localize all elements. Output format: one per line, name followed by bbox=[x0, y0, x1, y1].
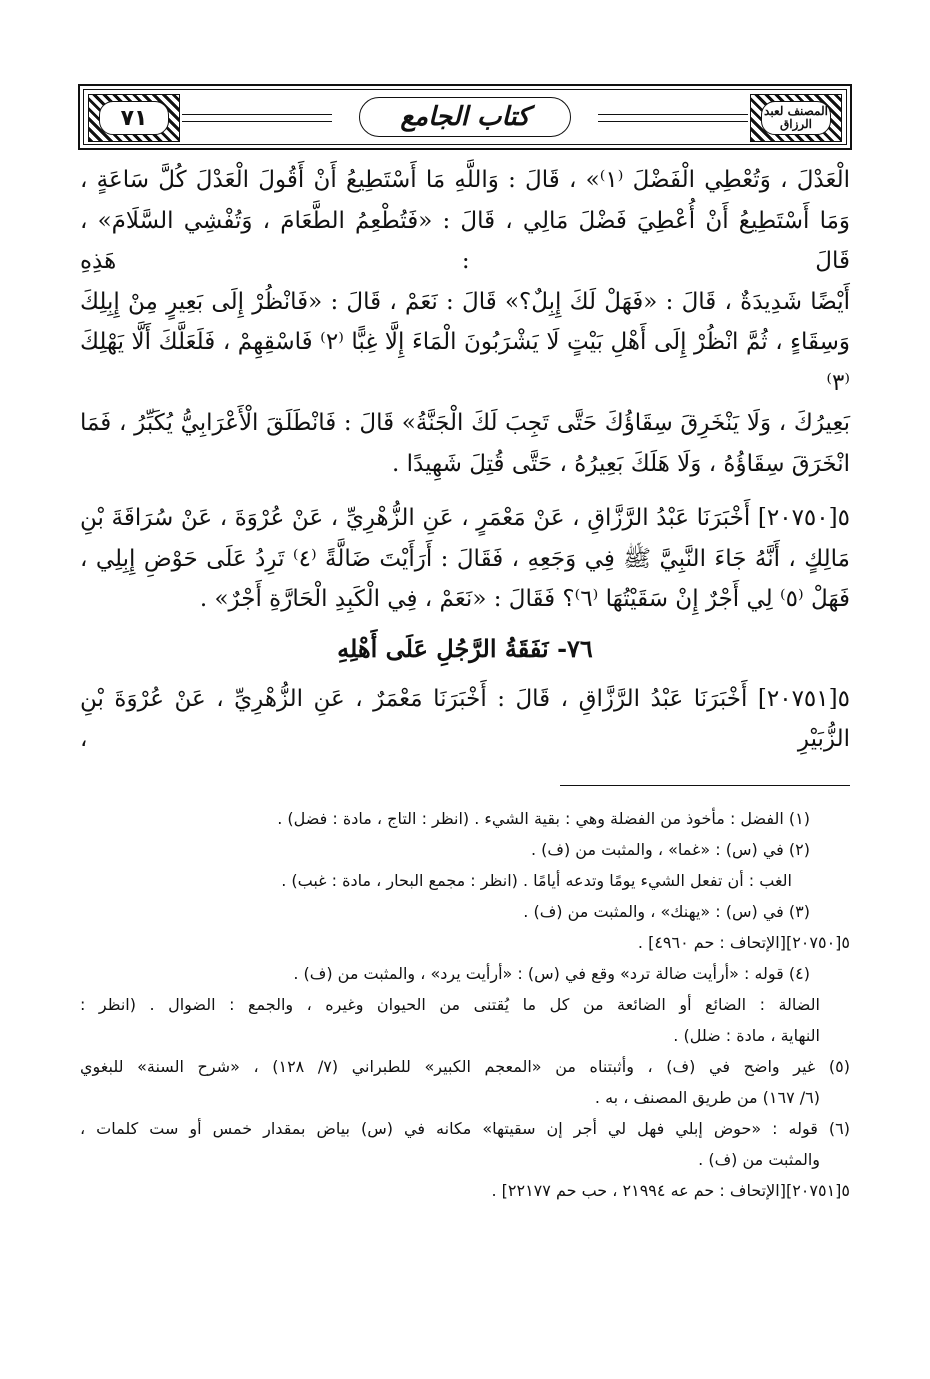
book-title: كتاب الجامع bbox=[359, 97, 570, 137]
main-text bbox=[80, 160, 850, 760]
footnote-2-gloss: الغب : أن تفعل الشيء يومًا وتدعه أيامًا . (انظر : مجمع البحار ، مادة : غبب) . bbox=[281, 871, 792, 890]
ithaf-20751: ٥[٢٠٧٥١][الإتحاف : حم عه ٢١٩٩٤ ، حب حم ٢٢١٧٧] . bbox=[491, 1181, 850, 1200]
text-line: بَعِيرُكَ ، وَلَا يَنْخَرِقَ سِقَاؤُكَ حَتَّى تَجِبَ لَكَ الْجَنَّةُ» قَالَ : فَانْطَلَقَ الْأَعْرَابِيُّ يُكَبِّرُ ، فَمَا bbox=[80, 410, 850, 436]
text-line: الْعَدْلَ ، وَتُعْطِي الْفَضْلَ ⁽١⁾» ، قَالَ : وَاللَّهِ مَا أَسْتَطِيعُ أَنْ أَقُولَ الْعَدْلَ كُلَّ سَاعَةٍ ، bbox=[80, 167, 850, 193]
footnote-4: (٤) قوله : «أرأيت ضالة ترد» وقع في (س) : «أرأيت يرد» ، والمثبت من (ف) . bbox=[293, 964, 810, 983]
page-number: ٧١ bbox=[120, 105, 148, 131]
footnote-6-line1: (٦) قوله : «حوض إبلي فهل لي أجر إن سقيتها» مكانه في (س) بياض بمقدار خمس أو ست كلمات ، bbox=[80, 1119, 850, 1138]
text-line: أَيْضًا شَدِيدَةٌ ، قَالَ : «فَهَلْ لَكَ إِبِلٌ؟» قَالَ : نَعَمْ ، قَالَ : «فَانْظُرْ إِلَى بَعِيرٍ مِنْ إِبِلِكَ bbox=[80, 288, 850, 315]
text-line: وَسِقَاءٍ ، ثُمَّ انْظُرْ إِلَى أَهْلِ بَيْتٍ لَا يَشْرَبُونَ الْمَاءَ إِلَّا غِبًّا ⁽٢⁾ فَاسْقِهِمْ ، فَلَعَلَّكَ أَلَّا يَهْلِكَ ⁽٣⁾ bbox=[80, 329, 850, 396]
hadith-20750-line: مَالِكٍ ، أَنَّهُ جَاءَ النَّبِيَّ ﷺ فِي وَجَعِهِ ، فَقَالَ : أَرَأَيْتَ ضَالَّةً ⁽٤⁾ تَرِدُ عَلَى حَوْضِ إِبِلِي ، bbox=[80, 545, 851, 572]
footnote-4-gloss-line1: الضالة : الضائع أو الضائعة من كل ما يُقتنى من الحيوان وغيره ، والجمع : الضوال . (انظر : bbox=[80, 995, 820, 1014]
footnote-1: (١) الفضل : مأخوذ من الفضلة وهي : بقية الشيء . (انظر : التاج ، مادة : فضل) . bbox=[277, 809, 810, 828]
hadith-20750-line: فَهَلْ ⁽٥⁾ لِي أَجْرٌ إِنْ سَقَيْتُهَا ⁽٦⁾؟ فَقَالَ : «نَعَمْ ، فِي الْكَبِدِ الْحَارَّةِ أَجْرٌ» . bbox=[199, 586, 850, 612]
footnote-6-line2: والمثبت من (ف) . bbox=[698, 1150, 820, 1169]
footnotes bbox=[80, 803, 850, 1206]
footnote-5-line2: (٦/ ١٦٧) من طريق المصنف ، به . bbox=[594, 1088, 820, 1107]
chapter-heading: ٧٦- نَفَقَةُ الرَّجُلِ عَلَى أَهْلِهِ bbox=[337, 633, 593, 663]
ithaf-20750: ٥[٢٠٧٥٠][الإتحاف : حم ٤٩٦٠] . bbox=[637, 933, 850, 952]
footnote-2: (٢) في (س) : «غما» ، والمثبت من (ف) . bbox=[530, 840, 810, 859]
header-rule-right bbox=[598, 114, 748, 122]
hadith-20751-line: ٥[٢٠٧٥١] أَخْبَرَنَا عَبْدُ الرَّزَّاقِ ، قَالَ : أَخْبَرَنَا مَعْمَرٌ ، عَنِ الزُّهْرِيِّ ، عَنْ عُرْوَةَ بْنِ الزُّبَيْرِ ، bbox=[80, 685, 850, 752]
footnote-3: (٣) في (س) : «يهنك» ، والمثبت من (ف) . bbox=[523, 902, 810, 921]
text-line: وَمَا أَسْتَطِيعُ أَنْ أُعْطِيَ فَضْلَ مَالِي ، قَالَ : «فَتُطْعِمُ الطَّعَامَ ، وَتُفْشِي السَّلَامَ» ، قَالَ : هَذِهِ bbox=[80, 207, 850, 274]
footnote-5-line1: (٥) غير واضح في (ف) ، وأثبتناه من «المعجم الكبير» للطبراني (٧/ ١٢٨) ، «شرح السنة» للبغوي bbox=[80, 1057, 850, 1076]
series-logo: المصنف لعبد الرزاق bbox=[764, 104, 828, 131]
series-logo-ornament bbox=[750, 94, 842, 142]
page-number-ornament bbox=[88, 94, 180, 142]
text-line: انْخَرَقَ سِقَاؤُهُ ، وَلَا هَلَكَ بَعِيرُهُ ، حَتَّى قُتِلَ شَهِيدًا . bbox=[391, 450, 850, 477]
page-header bbox=[78, 84, 852, 150]
footnote-4-gloss-line2: النهاية ، مادة : ضلل) . bbox=[673, 1026, 820, 1045]
hadith-20750-line: ٥[٢٠٧٥٠] أَخْبَرَنَا عَبْدُ الرَّزَّاقِ ، عَنْ مَعْمَرٍ ، عَنِ الزُّهْرِيِّ ، عَنْ عُرْوَةَ ، عَنْ سُرَاقَةَ بْنِ bbox=[80, 505, 850, 531]
footnote-separator bbox=[560, 785, 850, 786]
